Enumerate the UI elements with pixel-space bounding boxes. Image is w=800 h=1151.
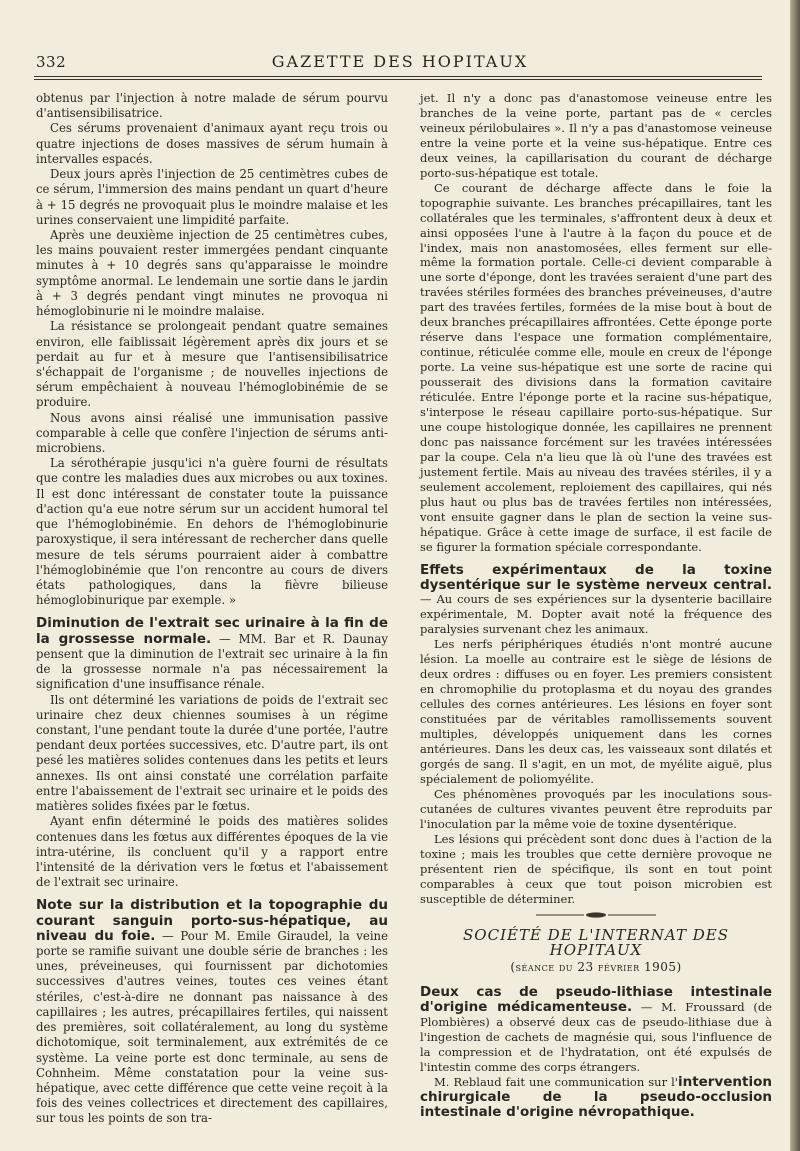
article-paragraph xyxy=(36,616,388,692)
body-paragraph xyxy=(36,228,388,319)
body-paragraph xyxy=(420,832,772,907)
session-date: (séance du 23 février 1905) xyxy=(510,960,682,975)
body-paragraph xyxy=(36,167,388,228)
article-heading: Effets expérimentaux de la toxine dysentérique sur le système nerveux central. xyxy=(420,561,772,593)
article-heading: Note sur la distribution et la topographie du courant sanguin porto-sus-hépatique, au niveau du foie. xyxy=(36,897,388,944)
paragraph-text: jet. Il n'y a donc pas d'anastomose veineuse entre les branches de la veine porte, partant pas de « cercles veineux périlobulaires ». Il n'y a pas d'anastomose veineuse entre la veine porte et la veine sus-hépatique. Entre ces deux veines, la capillarisation du courant de décharge porto-sus-hépatique est totale. xyxy=(420,91,772,180)
section-divider-ornament xyxy=(420,910,772,922)
page-edge-shadow xyxy=(790,0,800,1151)
article-body: — Pour M. Emile Giraudel, la veine porte se ramifie suivant une double série de branches : les unes, préveineuses, qui fournissent par dichotomies successives d'autres veines, toutes ces veines étant stériles, c'est-à-dire ne donnant pas naissance à des capillaires ; les autres, précapillaires fertiles, qui naissent des premières, soit collatéralement, au long du système dichotomique, soit terminalement, aux extrémités de ce système. La veine porte est donc terminale, au sens de Cohnheim. Même constatation pour la veine sus-hépatique, avec cette différence que cette veine reçoit à la fois des veines collectrices et directement des capillaires, sur tous les points de son tra- xyxy=(36,928,388,1126)
society-heading: SOCIÉTÉ DE L'INTERNAT DES HOPITAUX xyxy=(463,926,729,960)
paragraph-text: Nous avons ainsi réalisé une immunisation passive comparable à celle que confère l'injection de sérums anti-microbiens. xyxy=(36,410,388,456)
body-paragraph xyxy=(420,181,772,555)
article-heading: Deux cas de pseudo-lithiase intestinale d'origine médicamenteuse. xyxy=(420,984,772,1016)
body-paragraph xyxy=(36,693,388,815)
paragraph-text: Deux jours après l'injection de 25 centimètres cubes de ce sérum, l'immersion des mains pendant un quart d'heure à + 15 degrés ne provoquait plus le moindre malaise et les urines conservaient une limpidité parfaite. xyxy=(36,167,388,227)
body-paragraph xyxy=(36,456,388,608)
body-paragraph xyxy=(36,91,388,121)
body-paragraph xyxy=(420,1075,772,1120)
article-paragraph xyxy=(36,898,388,1126)
article-heading: Diminution de l'extrait sec urinaire à la fin de la grossesse normale. xyxy=(36,615,388,647)
paragraph-text: obtenus par l'injection à notre malade de sérum pourvu d'antisensibilisatrice. xyxy=(36,91,388,121)
paragraph-text: Ayant enfin déterminé le poids des matières solides contenues dans les fœtus aux différentes époques de la vie intra-utérine, ils concluent qu'il y a rapport entre l'intensité de la dérivation vers le fœtus et l'abaissement de l'extrait sec urinaire. xyxy=(36,814,388,890)
body-paragraph xyxy=(420,91,772,181)
paragraph-text: La sérothérapie jusqu'ici n'a guère fourni de résultats que contre les maladies dues aux microbes ou aux toxines. Il est donc intéressant de constater toute la puissance d'action qu'a eue notre sérum sur un accident humoral tel que l'hémoglobinémie. En dehors de l'hémoglobinurie paroxystique, il sera intéressant de rechercher dans quelle mesure de tels sérums pourraient aider à combattre l'hémoglobinémie que l'on rencontre au cours de divers états pathologiques, dans la fièvre bilieuse hémoglobinurique par exemple. » xyxy=(36,456,388,608)
paragraph-text: Ils ont déterminé les variations de poids de l'extrait sec urinaire chez deux chiennes soumises à un régime constant, l'une pendant toute la durée d'une portée, l'autre pendant deux portées successives, etc. D'autre part, ils ont pesé les matières solides contenues dans les petits et leurs annexes. Ils ont ainsi constaté une corrélation parfaite entre l'abaissement de l'extrait sec urinaire et le poids des matières solides fixées par le fœtus. xyxy=(36,692,388,814)
page-number: 332 xyxy=(36,53,67,71)
running-title: GAZETTE DES HOPITAUX xyxy=(271,52,529,71)
paragraph-text: La résistance se prolongeait pendant quatre semaines environ, elle faiblissait légèrement après dix jours et se perdait au fur et à mesure que l'antisensibilisatrice s'échappait de l'organisme ; de nouvelles injections de sérum empêchaient à nouveau l'hémoglobinémie de se produire. xyxy=(36,319,388,410)
body-paragraph xyxy=(420,637,772,787)
body-paragraph xyxy=(420,787,772,832)
body-paragraph xyxy=(36,411,388,457)
body-paragraph xyxy=(36,814,388,890)
article-heading: intervention chirurgicale de la pseudo-occlusion intestinale d'origine névropathique. xyxy=(420,1074,772,1120)
article-body: — MM. Bar et R. Daunay pensent que la diminution de l'extrait sec urinaire à la fin de la grossesse normale n'a pas nécessairement la signification d'une insuffisance rénale. xyxy=(36,631,388,692)
paragraph-text: Après une deuxième injection de 25 centimètres cubes, les mains pouvaient rester immergées pendant cinquante minutes à + 10 degrés sans qu'apparaisse le moindre symptôme anormal. Le lendemain une sortie dans le jardin à + 3 degrés pendant vingt minutes ne provoqua ni hémoglobinurie ni le moindre malaise. xyxy=(36,227,388,319)
article-body: — M. Froussard (de Plombières) a observé deux cas de pseudo-lithiase due à l'ingestion de cachets de magnésie qui, sous l'influence de la compression et de l'hydratation, ont été expulsés de l'intestin comme des corps étrangers. xyxy=(420,1000,772,1075)
left-column xyxy=(36,91,388,1127)
paragraph-text: Les nerfs périphériques étudiés n'ont montré aucune lésion. La moelle au contraire est le siège de lésions de deux ordres : diffuses ou en foyer. Les premiers consistent en chromophilie du protoplasma et du noyau des grandes cellules des cornes antérieures. Les lésions en foyer sont constituées par de véritables ramollissements souvent multiples, développés uniquement dans les cornes antérieures. Dans les deux cas, les vaisseaux sont dilatés et gorgés de sang. Il s'agit, en un mot, de myélite aiguë, plus spécialement de poliomyélite. xyxy=(420,637,772,786)
article-paragraph xyxy=(420,563,772,638)
paragraph-text: Ce courant de décharge affecte dans le foie la topographie suivante. Les branches précapillaires, tant les collatérales que les terminales, s'affrontent deux à deux et ainsi opposées l'une à l'autre à la façon du pouce et de l'index, mais non anastomosées, elles ferment sur elle-même la formation portale. Celle-ci devient comparable à une sorte d'éponge, dont les travées seraient d'une part des travées stériles formées des branches préveineuses, d'autre part des travées fertiles, formées de la mise bout à bout de deux branches précapillaires affrontées. Cette éponge porte réserve dans l'espace une formation complémentaire, continue, réticulée comme elle, moule en creux de l'éponge porte. La veine sus-hépatique est une sorte de racine qui pousserait des divisions dans la formation cavitaire réticulée. Entre l'éponge porte et la racine sus-hépatique, s'interpose le réseau capillaire porto-sus-hépatique. Sur une coupe histologique donnée, les capillaires ne prennent donc pas naissance forcément sur les travées intéressées par la coupe. Cela n'a lieu que là où l'une des travées est justement fertile. Mais au niveau des travées stériles, il y a seulement accolement, reploiement des capillaires, qui nés plus haut ou plus bas de travées fertiles non intéressées, vont ensuite gagner dans le plan de section la veine sus-hépatique. Grâce à cette image de surface, il est facile de se figurer la formation spéciale correspondante. xyxy=(420,180,772,554)
article-body: — Au cours de ses expériences sur la dysenterie bacillaire expérimentale, M. Dopter avait noté la fréquence des paralysies survenant chez les animaux. xyxy=(420,592,772,637)
header-rule-double xyxy=(34,79,762,80)
header-rule xyxy=(34,76,762,77)
body-paragraph xyxy=(36,319,388,410)
paragraph-text: M. Reblaud fait une communication sur l' xyxy=(434,1075,678,1090)
paragraph-text: Les lésions qui précèdent sont donc dues à l'action de la toxine ; mais les troubles que cette dernière provoque ne présentent rien de spécifique, ils sont en tout point comparables à ceux que tout poison microbien est susceptible de déterminer. xyxy=(420,831,772,906)
paragraph-text: Ces phénomènes provoqués par les inoculations sous-cutanées de cultures vivantes peuvent être reproduits par l'inoculation par la même voie de toxine dysentérique. xyxy=(420,786,772,831)
paragraph-text: Ces sérums provenaient d'animaux ayant reçu trois ou quatre injections de doses massives de sérum humain à intervalles espacés. xyxy=(36,121,388,166)
body-paragraph xyxy=(36,121,388,167)
article-paragraph xyxy=(420,985,772,1075)
right-column xyxy=(420,91,772,1120)
